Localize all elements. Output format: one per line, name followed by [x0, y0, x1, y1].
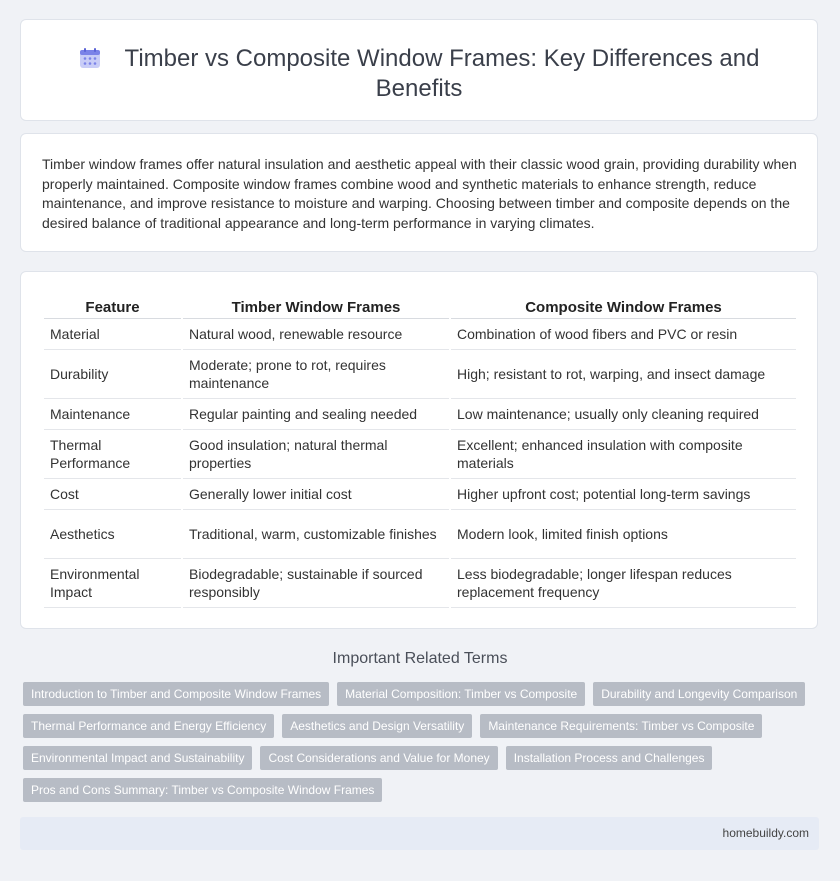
related-term-tag[interactable]: Material Composition: Timber vs Composite [337, 682, 585, 706]
footer-site-link[interactable]: homebuildy.com [722, 826, 809, 840]
row-feature: Thermal Performance [44, 430, 181, 479]
title-line-2: Benefits [375, 75, 463, 102]
related-term-tag[interactable]: Durability and Longevity Comparison [593, 682, 805, 706]
related-term-tag[interactable]: Thermal Performance and Energy Efficiency [23, 714, 274, 738]
table-row [44, 479, 796, 510]
row-feature: Maintenance [44, 399, 181, 430]
row-feature: Durability [44, 350, 181, 399]
row-feature: Cost [44, 479, 181, 510]
related-term-tag[interactable]: Environmental Impact and Sustainability [23, 746, 252, 770]
related-term-tag[interactable]: Introduction to Timber and Composite Window Frames [23, 682, 329, 706]
related-term-tag[interactable]: Installation Process and Challenges [506, 746, 713, 770]
title-line-1: Timber vs Composite Window Frames: Key Differences and [124, 45, 760, 72]
related-terms-list [23, 682, 823, 810]
row-composite: Higher upfront cost; potential long-term savings [451, 479, 796, 510]
row-composite: Modern look, limited finish options [451, 510, 796, 559]
row-composite: Excellent; enhanced insulation with composite materials [451, 430, 796, 479]
comparison-table [42, 296, 798, 608]
row-timber: Moderate; prone to rot, requires maintenance [183, 350, 449, 399]
table-row [44, 399, 796, 430]
related-term-tag[interactable]: Pros and Cons Summary: Timber vs Composite Window Frames [23, 778, 382, 802]
row-timber: Traditional, warm, customizable finishes [183, 510, 449, 559]
table-row [44, 430, 796, 479]
header-timber: Timber Window Frames [183, 296, 449, 319]
table-row [44, 510, 796, 559]
comparison-card [20, 271, 818, 629]
row-feature: Aesthetics [44, 510, 181, 559]
row-timber: Generally lower initial cost [183, 479, 449, 510]
row-timber: Regular painting and sealing needed [183, 399, 449, 430]
related-term-tag[interactable]: Cost Considerations and Value for Money [260, 746, 497, 770]
row-composite: Low maintenance; usually only cleaning required [451, 399, 796, 430]
row-timber: Good insulation; natural thermal properties [183, 430, 449, 479]
calendar-icon [79, 47, 101, 69]
page-title [21, 44, 817, 104]
row-composite: Combination of wood fibers and PVC or resin [451, 319, 796, 350]
row-feature: Material [44, 319, 181, 350]
row-composite: Less biodegradable; longer lifespan reduces replacement frequency [451, 559, 796, 608]
row-composite: High; resistant to rot, warping, and insect damage [451, 350, 796, 399]
related-term-tag[interactable]: Aesthetics and Design Versatility [282, 714, 472, 738]
related-term-tag[interactable]: Maintenance Requirements: Timber vs Composite [480, 714, 762, 738]
header-composite: Composite Window Frames [451, 296, 796, 319]
intro-card [20, 133, 818, 252]
table-row [44, 559, 796, 608]
footer [20, 817, 819, 850]
intro-paragraph: Timber window frames offer natural insulation and aesthetic appeal with their classic wood grain, providing durability when properly maintained. Composite window frames combine wood and synthetic materials to enhance strength, reduce maintenance, and improve resistance to moisture and warping. Choosing between timber and composite depends on the desired balance of traditional appearance and long-term performance in varying climates. [42, 156, 797, 231]
row-timber: Natural wood, renewable resource [183, 319, 449, 350]
header-card [20, 19, 818, 121]
table-row [44, 350, 796, 399]
table-row [44, 319, 796, 350]
related-terms-title: Important Related Terms [332, 650, 508, 667]
header-feature: Feature [44, 296, 181, 319]
row-timber: Biodegradable; sustainable if sourced responsibly [183, 559, 449, 608]
row-feature: Environmental Impact [44, 559, 181, 608]
